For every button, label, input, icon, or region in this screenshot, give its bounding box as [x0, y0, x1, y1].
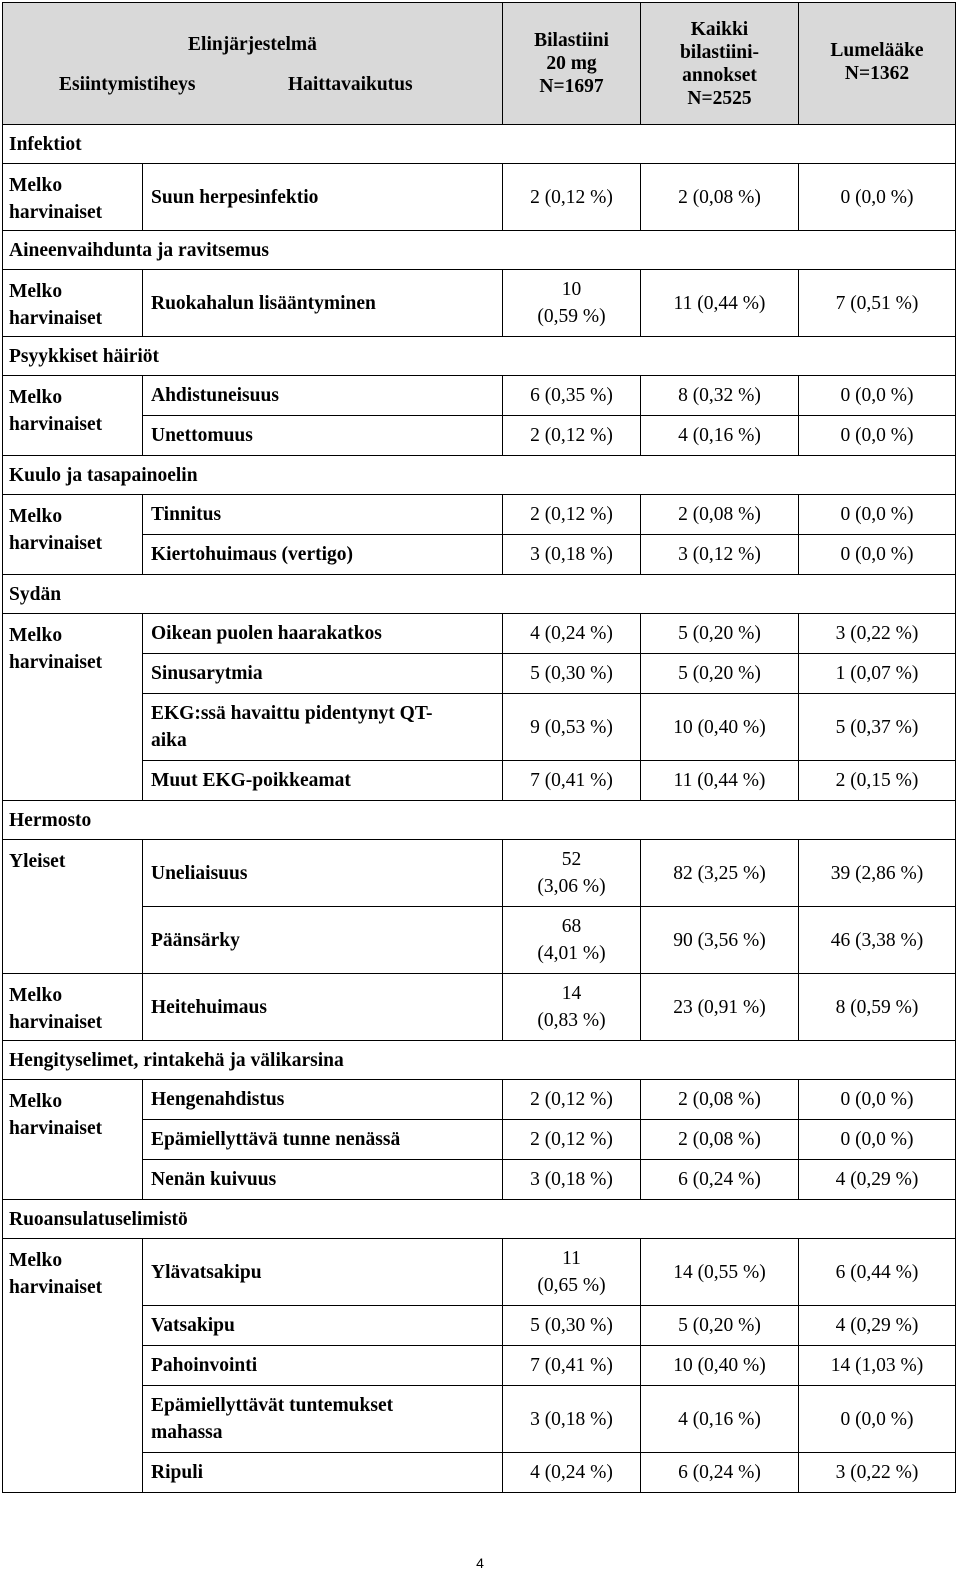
table-row [3, 1080, 956, 1120]
bilastine-20mg-value: 6 (0,35 %) [503, 376, 641, 416]
bilastine-20mg-value: 3 (0,18 %) [503, 535, 641, 575]
frequency-cell: Melko harvinaiset [3, 495, 143, 575]
bilastine-20mg-value: 7 (0,41 %) [503, 761, 641, 801]
placebo-value: 39 (2,86 %) [799, 840, 956, 907]
adverse-reaction: Ahdistuneisuus [143, 376, 503, 416]
adverse-reactions-table [2, 2, 955, 1493]
frequency-cell: Melko harvinaiset [3, 270, 143, 337]
all-bilastine-value: 90 (3,56 %) [641, 907, 799, 974]
bilastine-20mg-value: 3 (0,18 %) [503, 1386, 641, 1453]
all-bilastine-value: 10 (0,40 %) [641, 694, 799, 761]
bilastine-20mg-value: 3 (0,18 %) [503, 1160, 641, 1200]
bilastine-20mg-value: 2 (0,12 %) [503, 164, 641, 231]
placebo-value: 7 (0,51 %) [799, 270, 956, 337]
all-bilastine-value: 4 (0,16 %) [641, 416, 799, 456]
adverse-reaction: Kiertohuimaus (vertigo) [143, 535, 503, 575]
all-bilastine-value: 5 (0,20 %) [641, 1306, 799, 1346]
adverse-reaction: EKG:ssä havaittu pidentynyt QT- aika [143, 694, 503, 761]
adverse-reaction: Oikean puolen haarakatkos [143, 614, 503, 654]
all-bilastine-value: 82 (3,25 %) [641, 840, 799, 907]
table-row [3, 614, 956, 654]
all-bilastine-value: 23 (0,91 %) [641, 974, 799, 1041]
adverse-reaction: Suun herpesinfektio [143, 164, 503, 231]
placebo-value: 8 (0,59 %) [799, 974, 956, 1041]
system-organ-class: Hengityselimet, rintakehä ja välikarsina [3, 1041, 956, 1080]
frequency-cell: Melko harvinaiset [3, 164, 143, 231]
table-row [3, 654, 956, 694]
system-organ-class-row [3, 801, 956, 840]
placebo-value: 0 (0,0 %) [799, 376, 956, 416]
table-row [3, 907, 956, 974]
table-row [3, 974, 956, 1041]
table-header-row [3, 3, 956, 125]
bilastine-20mg-value: 2 (0,12 %) [503, 1080, 641, 1120]
system-organ-class-row [3, 456, 956, 495]
all-bilastine-value: 2 (0,08 %) [641, 495, 799, 535]
bilastine-20mg-value: 5 (0,30 %) [503, 1306, 641, 1346]
adverse-reaction: Unettomuus [143, 416, 503, 456]
header-system-cell [3, 3, 503, 125]
bilastine-20mg-value: 2 (0,12 %) [503, 495, 641, 535]
system-organ-class-row [3, 125, 956, 164]
adverse-reaction: Tinnitus [143, 495, 503, 535]
placebo-value: 0 (0,0 %) [799, 1120, 956, 1160]
table-row [3, 840, 956, 907]
placebo-value: 0 (0,0 %) [799, 495, 956, 535]
all-bilastine-value: 3 (0,12 %) [641, 535, 799, 575]
all-bilastine-value: 2 (0,08 %) [641, 1080, 799, 1120]
system-organ-class: Ruoansulatuselimistö [3, 1200, 956, 1239]
placebo-value: 0 (0,0 %) [799, 535, 956, 575]
placebo-value: 14 (1,03 %) [799, 1346, 956, 1386]
all-bilastine-value: 14 (0,55 %) [641, 1239, 799, 1306]
all-bilastine-value: 11 (0,44 %) [641, 761, 799, 801]
placebo-value: 1 (0,07 %) [799, 654, 956, 694]
adverse-reaction: Nenän kuivuus [143, 1160, 503, 1200]
frequency-cell: Yleiset [3, 840, 143, 974]
system-organ-class: Infektiot [3, 125, 956, 164]
bilastine-20mg-value: 68 (4,01 %) [503, 907, 641, 974]
placebo-value: 0 (0,0 %) [799, 164, 956, 231]
table-row [3, 694, 956, 761]
placebo-value: 4 (0,29 %) [799, 1306, 956, 1346]
bilastine-20mg-value: 11 (0,65 %) [503, 1239, 641, 1306]
all-bilastine-value: 5 (0,20 %) [641, 614, 799, 654]
system-organ-class-row [3, 1200, 956, 1239]
adverse-reaction: Pahoinvointi [143, 1346, 503, 1386]
bilastine-20mg-value: 5 (0,30 %) [503, 654, 641, 694]
table-row [3, 1120, 956, 1160]
system-organ-class-row [3, 337, 956, 376]
adverse-reaction: Sinusarytmia [143, 654, 503, 694]
system-organ-class: Aineenvaihdunta ja ravitsemus [3, 231, 956, 270]
table-row [3, 495, 956, 535]
all-bilastine-value: 6 (0,24 %) [641, 1453, 799, 1493]
adverse-reaction: Hengenahdistus [143, 1080, 503, 1120]
table-row [3, 1346, 956, 1386]
all-bilastine-value: 10 (0,40 %) [641, 1346, 799, 1386]
table-row [3, 1239, 956, 1306]
header-all-bilastine-doses: Kaikki bilastiini- annokset N=2525 [641, 3, 799, 125]
placebo-value: 6 (0,44 %) [799, 1239, 956, 1306]
adverse-reaction: Epämiellyttävä tunne nenässä [143, 1120, 503, 1160]
adverse-reaction: Vatsakipu [143, 1306, 503, 1346]
placebo-value: 4 (0,29 %) [799, 1160, 956, 1200]
placebo-value: 3 (0,22 %) [799, 614, 956, 654]
all-bilastine-value: 4 (0,16 %) [641, 1386, 799, 1453]
table-row [3, 761, 956, 801]
adverse-reaction: Ylävatsakipu [143, 1239, 503, 1306]
adverse-reaction: Uneliaisuus [143, 840, 503, 907]
bilastine-20mg-value: 10 (0,59 %) [503, 270, 641, 337]
system-organ-class: Hermosto [3, 801, 956, 840]
header-frequency-label: Esiintymistiheys [59, 74, 196, 95]
adverse-reaction: Heitehuimaus [143, 974, 503, 1041]
bilastine-20mg-value: 2 (0,12 %) [503, 416, 641, 456]
placebo-value: 0 (0,0 %) [799, 1386, 956, 1453]
table-row [3, 1453, 956, 1493]
page-number: 4 [476, 1555, 484, 1571]
system-organ-class-row [3, 231, 956, 270]
header-adverse-label: Haittavaikutus [288, 74, 413, 95]
bilastine-20mg-value: 7 (0,41 %) [503, 1346, 641, 1386]
adverse-reaction: Päänsärky [143, 907, 503, 974]
table-row [3, 270, 956, 337]
system-organ-class-row [3, 1041, 956, 1080]
placebo-value: 2 (0,15 %) [799, 761, 956, 801]
all-bilastine-value: 2 (0,08 %) [641, 1120, 799, 1160]
all-bilastine-value: 5 (0,20 %) [641, 654, 799, 694]
adverse-reaction: Ruokahalun lisääntyminen [143, 270, 503, 337]
system-organ-class-row [3, 575, 956, 614]
frequency-cell: Melko harvinaiset [3, 974, 143, 1041]
table-row [3, 164, 956, 231]
bilastine-20mg-value: 4 (0,24 %) [503, 614, 641, 654]
placebo-value: 46 (3,38 %) [799, 907, 956, 974]
placebo-value: 5 (0,37 %) [799, 694, 956, 761]
header-bilastine-20mg: Bilastiini 20 mg N=1697 [503, 3, 641, 125]
table-row [3, 1386, 956, 1453]
header-placebo: Lumelääke N=1362 [799, 3, 956, 125]
adverse-reaction: Muut EKG-poikkeamat [143, 761, 503, 801]
frequency-cell: Melko harvinaiset [3, 1080, 143, 1200]
all-bilastine-value: 8 (0,32 %) [641, 376, 799, 416]
frequency-cell: Melko harvinaiset [3, 376, 143, 456]
adverse-reaction: Ripuli [143, 1453, 503, 1493]
table-row [3, 376, 956, 416]
table-row [3, 416, 956, 456]
system-organ-class: Kuulo ja tasapainoelin [3, 456, 956, 495]
frequency-cell: Melko harvinaiset [3, 1239, 143, 1493]
all-bilastine-value: 6 (0,24 %) [641, 1160, 799, 1200]
header-system-label: Elinjärjestelmä [188, 34, 317, 55]
bilastine-20mg-value: 52 (3,06 %) [503, 840, 641, 907]
bilastine-20mg-value: 2 (0,12 %) [503, 1120, 641, 1160]
table-row [3, 535, 956, 575]
table-row [3, 1160, 956, 1200]
placebo-value: 3 (0,22 %) [799, 1453, 956, 1493]
bilastine-20mg-value: 4 (0,24 %) [503, 1453, 641, 1493]
table-row [3, 1306, 956, 1346]
system-organ-class: Sydän [3, 575, 956, 614]
all-bilastine-value: 11 (0,44 %) [641, 270, 799, 337]
placebo-value: 0 (0,0 %) [799, 416, 956, 456]
all-bilastine-value: 2 (0,08 %) [641, 164, 799, 231]
bilastine-20mg-value: 9 (0,53 %) [503, 694, 641, 761]
placebo-value: 0 (0,0 %) [799, 1080, 956, 1120]
adverse-reaction: Epämiellyttävät tuntemukset mahassa [143, 1386, 503, 1453]
system-organ-class: Psyykkiset häiriöt [3, 337, 956, 376]
bilastine-20mg-value: 14 (0,83 %) [503, 974, 641, 1041]
frequency-cell: Melko harvinaiset [3, 614, 143, 801]
